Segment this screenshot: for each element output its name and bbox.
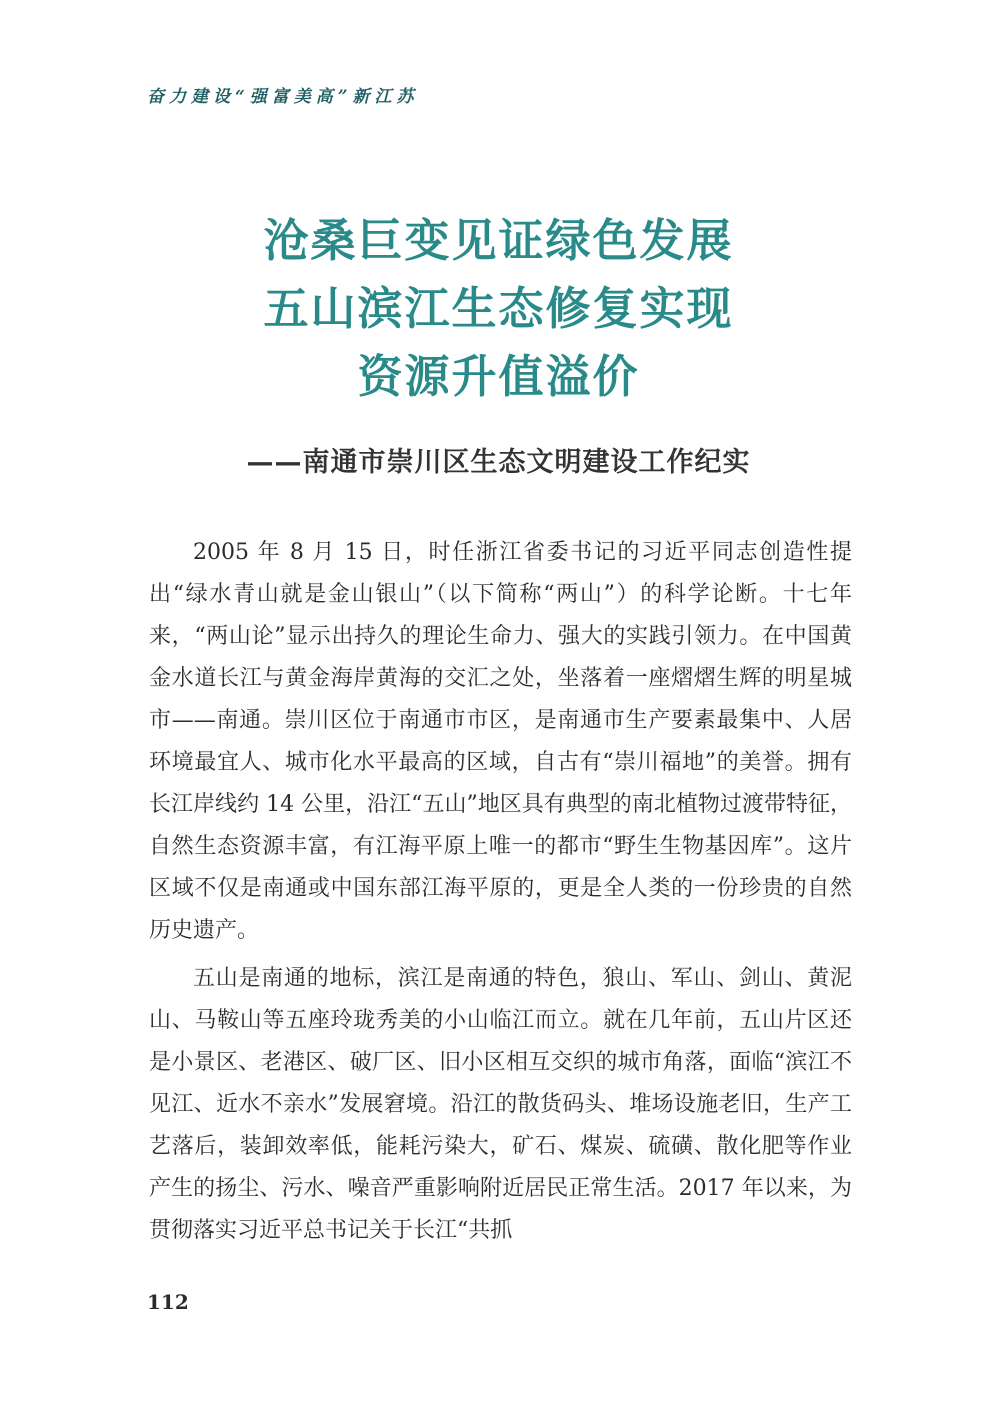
title-line-1: 沧桑巨变见证绿色发展 bbox=[263, 214, 734, 267]
paragraph-1: 2005 年 8 月 15 日，时任浙江省委书记的习近平同志创造性提出“绿水青山就是金山银山”（以下简称“两山”）的科学论断。十七年来，“两山论”显示出持久的理论生命力、强大的实践引领力。在中国黄金水道长江与黄金海岸黄海的交汇之处，坐落着一座熠熠生辉的明星城市——南通。崇川区位于南通市市区，是南通市生产要素最集中、人居环境最宜人、城市化水平最高的区域，自古有“崇川福地”的美誉。拥有长江岸线约 14 公里，沿江“五山”地区具有典型的南北植物过渡带特征，自然生态资源丰富，有江海平原上唯一的都市“野生生物基因库”。这片区域不仅是南通或中国东部江海平原的，更是全人类的一份珍贵的自然历史遗产。 bbox=[149, 540, 852, 943]
article-subtitle: ——南通市崇川区生态文明建设工作纪实 bbox=[246, 447, 751, 478]
article-title bbox=[0, 207, 997, 411]
paragraph-2: 五山是南通的地标，滨江是南通的特色，狼山、军山、剑山、黄泥山、马鞍山等五座玲珑秀美的小山临江而立。就在几年前，五山片区还是小景区、老港区、破厂区、旧小区相互交织的城市角落，面临“滨江不见江、近水不亲水”发展窘境。沿江的散货码头、堆场设施老旧，生产工艺落后，装卸效率低，能耗污染大，矿石、煤炭、硫磺、散化肥等作业产生的扬尘、污水、噪音严重影响附近居民正常生活。2017 年以来，为贯彻落实习近平总书记关于长江“共抓 bbox=[149, 966, 852, 1243]
title-line-2: 五山滨江生态修复实现 bbox=[263, 282, 734, 335]
article-body bbox=[149, 532, 852, 1252]
page-number: 112 bbox=[147, 1290, 189, 1314]
title-line-3: 资源升值溢价 bbox=[357, 350, 640, 403]
running-header: 奋力建设“强富美高”新江苏 bbox=[147, 87, 419, 107]
